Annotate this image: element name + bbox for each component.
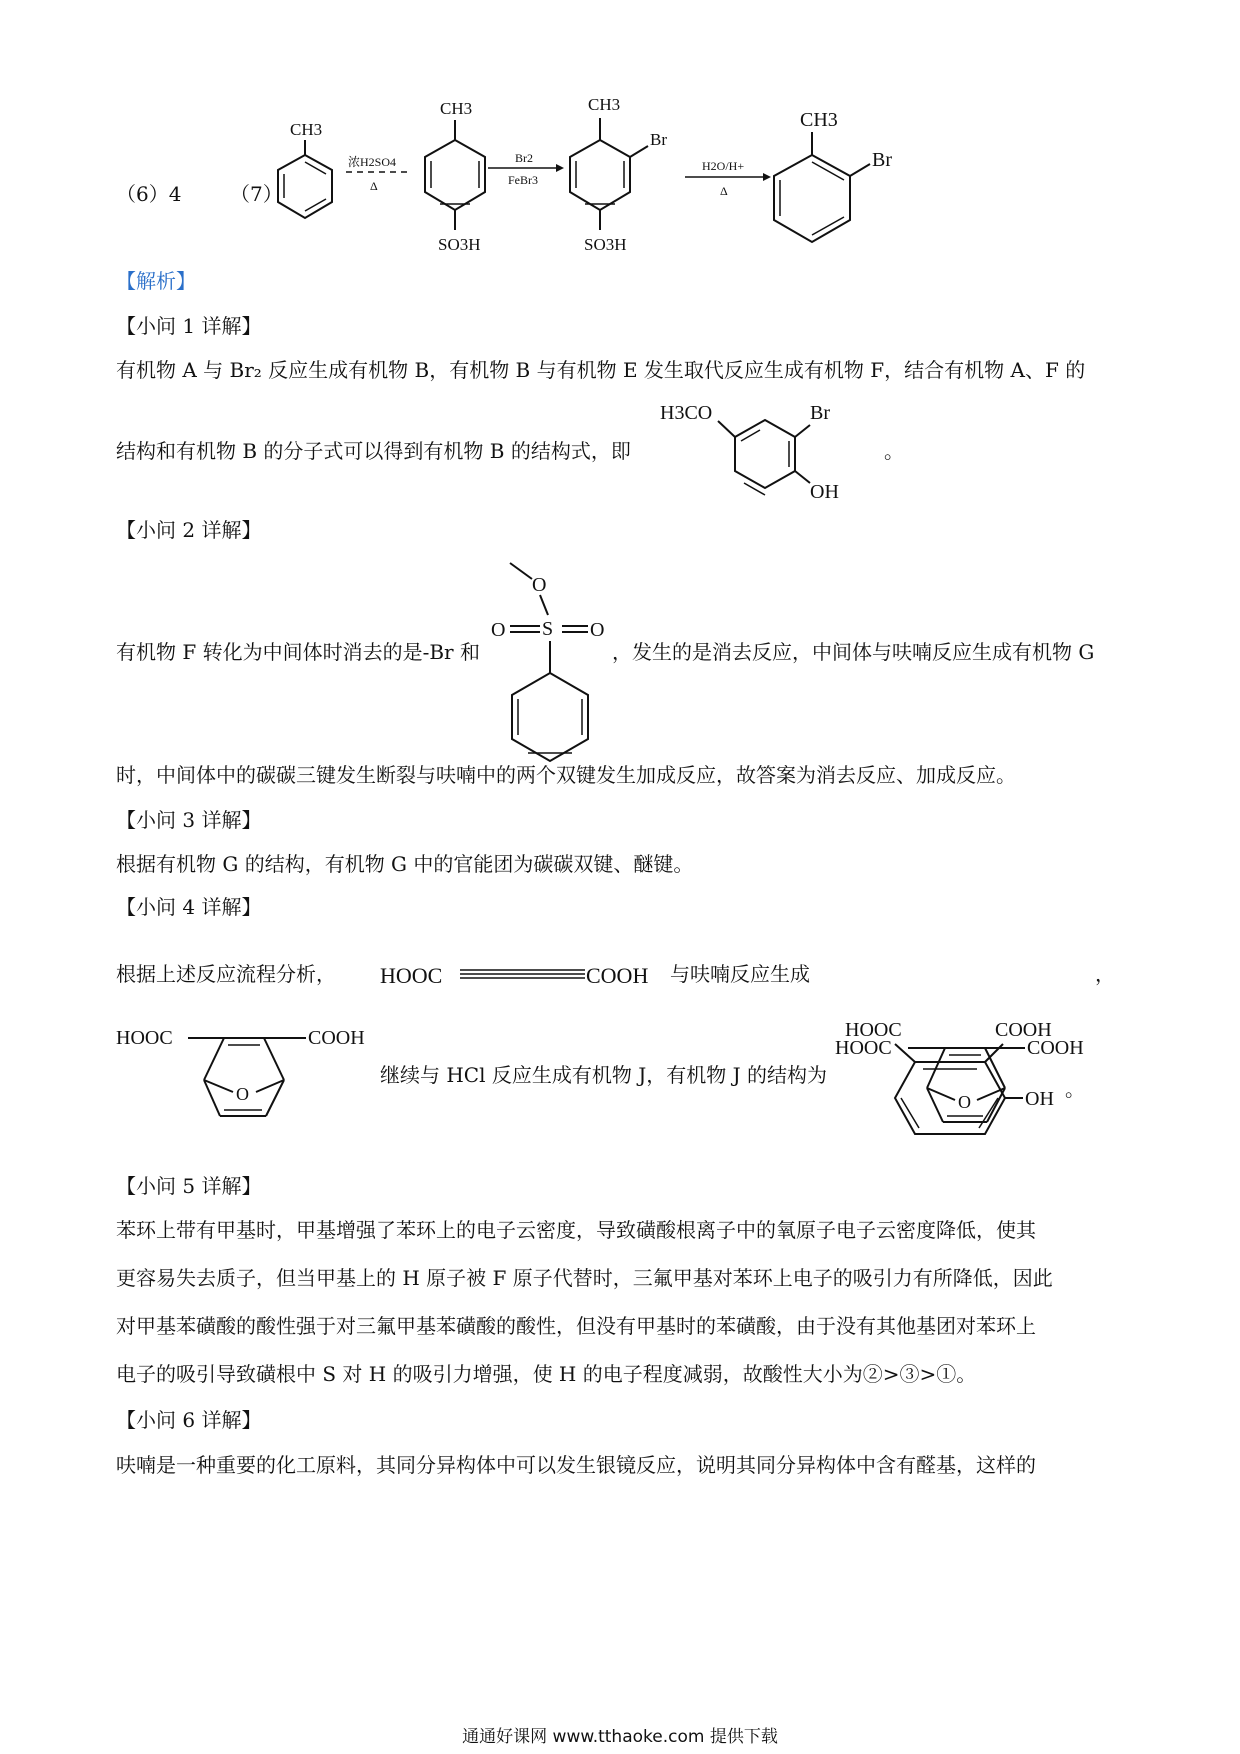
q4-line2: 继续与 HCl 反应生成有机物 J，有机物 J 的结构为 — [380, 1063, 827, 1087]
b-sub-oh: OH — [810, 481, 839, 503]
product-structure — [774, 109, 892, 242]
analysis-heading: 【解析】 — [116, 269, 196, 293]
reagent1-bottom: Δ — [370, 179, 378, 193]
q1-line2: 结构和有机物 B 的分子式可以得到有机物 B 的结构式，即 — [116, 439, 631, 463]
int2-ch3-label: CH3 — [588, 95, 621, 114]
q3-line1: 根据有机物 G 的结构，有机物 G 中的官能团为碳碳双键、醚键。 — [116, 852, 694, 876]
methyl-benzenesulfonate-structure — [480, 555, 630, 840]
prod-br-label: Br — [872, 149, 892, 171]
q5-line3: 对甲基苯磺酸的酸性强于对三氟甲基苯磺酸的酸性，但没有甲基时的苯磺酸，由于没有其他基团对苯环上 — [116, 1314, 1036, 1338]
adduct2-left: HOOC — [116, 1027, 173, 1049]
q2-heading: 【小问 2 详解】 — [116, 518, 262, 542]
furan-adduct-2-structure — [116, 1020, 396, 1160]
alkyne-left-group: HOOC — [380, 963, 443, 988]
adduct1-o: O — [958, 1092, 971, 1112]
int1-so3h-label: SO3H — [438, 235, 481, 254]
alkyne-right-group: COOH — [586, 963, 649, 988]
adduct2-o: O — [236, 1084, 249, 1104]
synthesis-scheme — [260, 90, 1160, 290]
q5-line1: 苯环上带有甲基时，甲基增强了苯环上的电子云密度，导致磺酸根离子中的氧原子电子云密度降低，使其 — [116, 1218, 1036, 1242]
reagent1-top: 浓H2SO4 — [348, 155, 397, 169]
q1-end: 。 — [884, 439, 904, 463]
intermediate-1-structure — [425, 99, 485, 254]
q5-line2: 更容易失去质子，但当甲基上的 H 原子被 F 原子代替时，三氟甲基对苯环上电子的吸引力有所降低，因此 — [116, 1266, 1053, 1290]
toluene-structure — [278, 120, 332, 218]
compound-b-structure — [660, 395, 860, 510]
reagent2-bottom: FeBr3 — [508, 173, 538, 187]
b-sub-h3co: H3CO — [660, 402, 713, 424]
prod-ch3-label: CH3 — [800, 109, 838, 131]
reaction-arrow-2 — [488, 151, 564, 187]
compound-j-structure — [845, 1012, 1075, 1162]
q2-line2: 时，中间体中的碳碳三键发生断裂与呋喃中的两个双键发生加成反应，故答案为消去反应、加成反应。 — [116, 763, 1016, 787]
int2-br-label: Br — [650, 130, 667, 149]
adduct1-right: COOH — [1027, 1037, 1084, 1059]
sulfonate-o-top: O — [532, 574, 547, 596]
int2-so3h-label: SO3H — [584, 235, 627, 254]
q2-line1a: 有机物 F 转化为中间体时消去的是-Br 和 — [116, 640, 480, 664]
b-sub-br: Br — [810, 402, 830, 424]
answer-6: （6）4 — [116, 182, 182, 206]
q6-line1: 呋喃是一种重要的化工原料，其同分异构体中可以发生银镜反应，说明其同分异构体中含有醛基，这样的 — [116, 1453, 1036, 1477]
reagent3-top: H2O/H+ — [702, 159, 745, 173]
page-footer: 通通好课网 www.tthaoke.com 提供下载 — [462, 1727, 778, 1747]
toluene-ch3-label: CH3 — [290, 120, 323, 139]
acetylenedicarboxylic-acid-structure — [380, 955, 670, 995]
q1-line1: 有机物 A 与 Br₂ 反应生成有机物 B，有机物 B 与有机物 E 发生取代反应生成有机物 F，结合有机物 A、F 的 — [116, 358, 1086, 382]
reaction-arrow-3 — [685, 159, 771, 198]
q1-heading: 【小问 1 详解】 — [116, 314, 262, 338]
reaction-arrow-1 — [346, 155, 410, 193]
q5-heading: 【小问 5 详解】 — [116, 1174, 262, 1198]
reagent3-bottom: Δ — [720, 184, 728, 198]
sulfonate-o-left: O — [491, 619, 506, 641]
q4-line1b: 与呋喃反应生成 — [670, 962, 810, 986]
sulfonate-s: S — [542, 618, 554, 640]
q2-line1b: ，发生的是消去反应，中间体与呋喃反应生成有机物 G — [612, 640, 1095, 664]
q4-heading: 【小问 4 详解】 — [116, 895, 262, 919]
q3-heading: 【小问 3 详解】 — [116, 808, 262, 832]
q4-end: 。 — [1065, 1077, 1085, 1101]
j-oh: OH — [1025, 1088, 1054, 1110]
adduct2-right: COOH — [308, 1027, 365, 1049]
j-left: HOOC — [845, 1019, 902, 1041]
q4-line1a: 根据上述反应流程分析， — [116, 962, 336, 986]
intermediate-2-structure — [570, 95, 667, 254]
j-right: COOH — [995, 1019, 1052, 1041]
q6-heading: 【小问 6 详解】 — [116, 1408, 262, 1432]
answer-7: （7） — [230, 182, 283, 206]
adduct1-left: HOOC — [835, 1037, 892, 1059]
int1-ch3-label: CH3 — [440, 99, 473, 118]
q4-comma: ， — [1095, 962, 1115, 986]
reagent2-top: Br2 — [515, 151, 533, 165]
q5-line4: 电子的吸引导致磺根中 S 对 H 的吸引力增强，使 H 的电子程度减弱，故酸性大小为②>③>①。 — [116, 1362, 977, 1386]
sulfonate-o-right: O — [590, 619, 605, 641]
